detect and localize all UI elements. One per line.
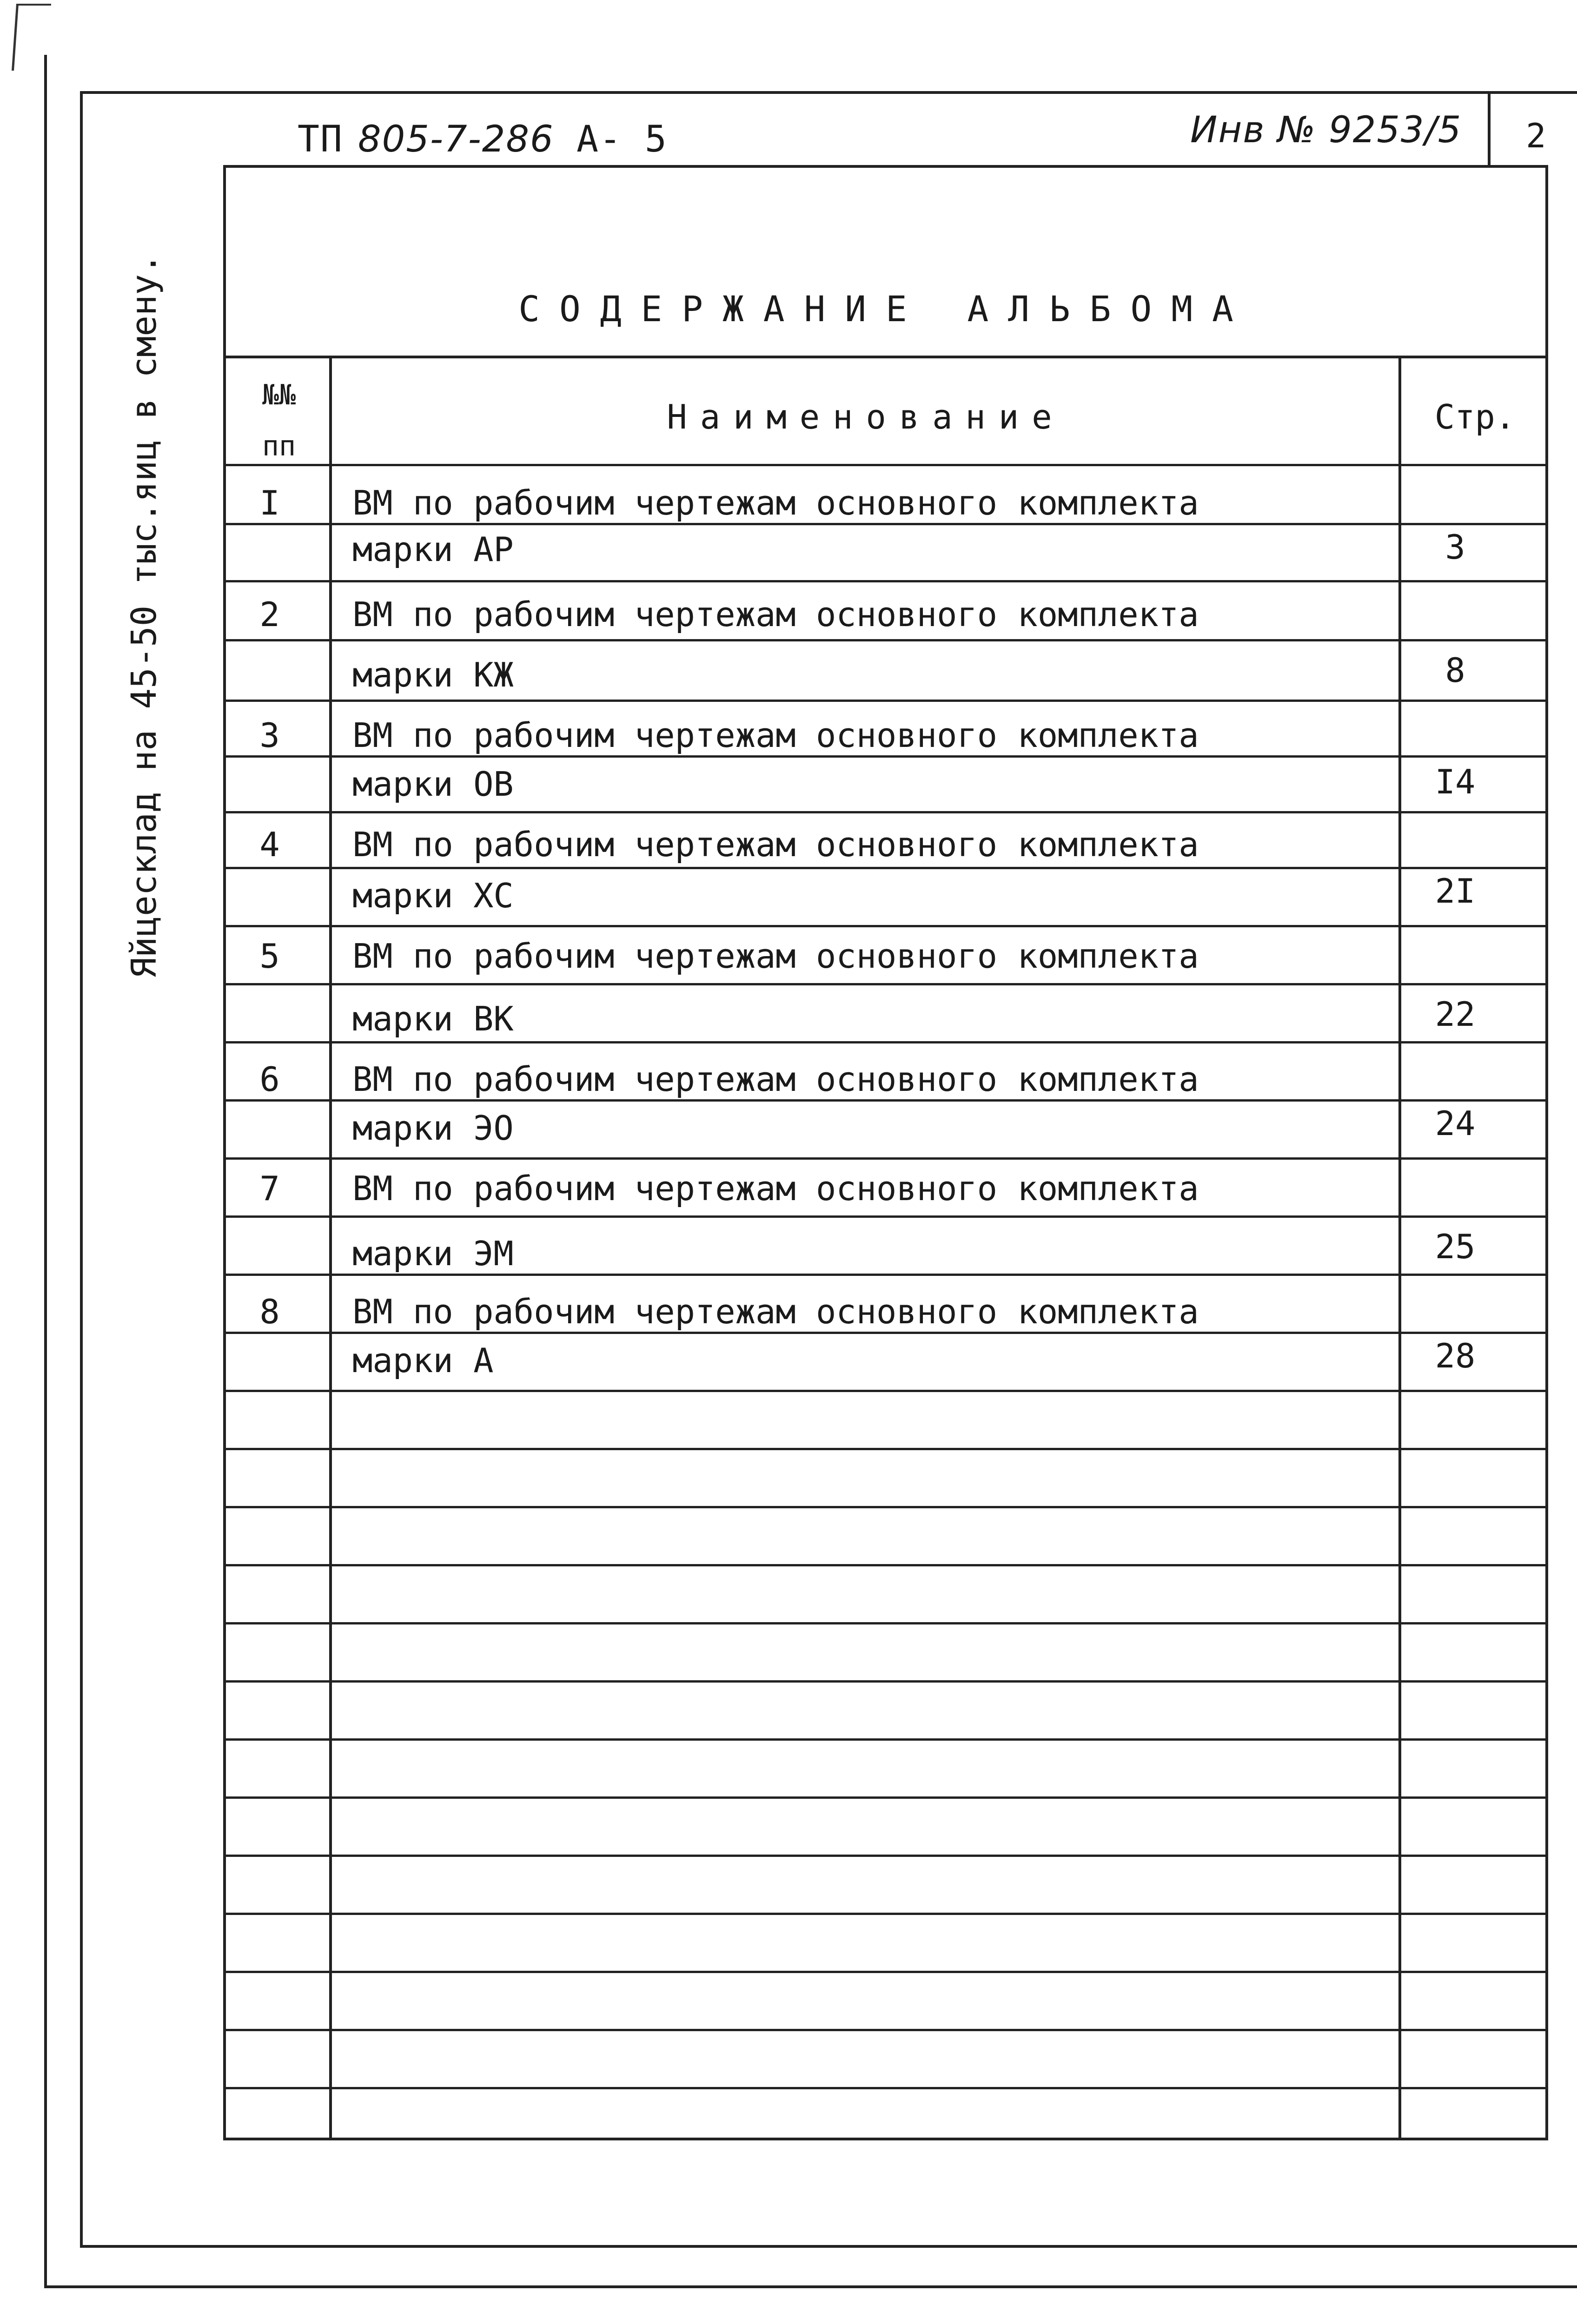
row-title-line2: марки КЖ <box>352 655 514 694</box>
album-number: А- 5 <box>576 119 668 160</box>
row-line <box>223 1506 1548 1508</box>
side-caption: Яйцесклад на 45-50 тыс.яиц в смену. <box>124 253 164 978</box>
row-title-line1: ВМ по рабочим чертежам основного комплекта <box>352 595 1199 634</box>
sheet-number: 2 <box>1526 116 1546 155</box>
row-page: 8 <box>1445 651 1465 690</box>
row-page: 24 <box>1435 1104 1476 1143</box>
row-line <box>223 1448 1548 1450</box>
row-page: 25 <box>1435 1227 1476 1266</box>
row-line <box>223 1041 1548 1043</box>
row-line <box>223 925 1548 927</box>
title-divider <box>223 356 1548 358</box>
row-line <box>223 639 1548 641</box>
row-line <box>223 1390 1548 1392</box>
row-page: 22 <box>1435 995 1476 1034</box>
row-number: 3 <box>259 716 280 755</box>
header-name: Наименование <box>667 397 1065 436</box>
row-line <box>223 2029 1548 2031</box>
row-line <box>223 1332 1548 1334</box>
row-number: 7 <box>259 1169 280 1208</box>
row-line <box>223 1215 1548 1218</box>
row-line <box>223 755 1548 758</box>
row-line <box>223 523 1548 525</box>
header-num-line2: пп <box>262 430 296 462</box>
row-title-line1: ВМ по рабочим чертежам основного комплекта <box>352 483 1199 522</box>
row-line <box>223 1157 1548 1160</box>
row-line <box>223 1680 1548 1683</box>
row-line <box>223 580 1548 582</box>
row-line <box>223 1971 1548 1973</box>
row-number: 6 <box>259 1060 280 1099</box>
row-title-line1: ВМ по рабочим чертежам основного комплекта <box>352 716 1199 755</box>
row-number: 2 <box>259 595 280 634</box>
header-row-line <box>223 464 1548 466</box>
row-line <box>223 1796 1548 1799</box>
page-title: СОДЕРЖАНИЕ АЛЬБОМА <box>518 288 1253 330</box>
header-num <box>232 370 325 472</box>
contents-table <box>223 165 1548 2140</box>
row-line <box>223 1855 1548 1857</box>
row-title-line2: марки ЭМ <box>352 1234 514 1273</box>
header-num-line1: №№ <box>262 379 296 411</box>
row-title-line2: марки АР <box>352 530 514 569</box>
document-code-prefix: ТП <box>298 119 343 160</box>
row-line <box>223 983 1548 985</box>
column-divider-page <box>1398 356 1401 2140</box>
row-line <box>223 1274 1548 1276</box>
row-number: I <box>259 483 280 522</box>
column-divider-num <box>329 356 332 2140</box>
row-page: I4 <box>1435 762 1476 801</box>
row-page: 28 <box>1435 1336 1476 1375</box>
row-line <box>223 1564 1548 1566</box>
row-line <box>223 2087 1548 2089</box>
row-number: 8 <box>259 1292 280 1331</box>
row-title-line1: ВМ по рабочим чертежам основного комплекта <box>352 1060 1199 1099</box>
row-line <box>223 700 1548 702</box>
row-number: 5 <box>259 937 280 976</box>
row-title-line1: ВМ по рабочим чертежам основного комплекта <box>352 1292 1199 1331</box>
row-title-line2: марки ОВ <box>352 765 514 804</box>
row-title-line2: марки ВК <box>352 999 514 1038</box>
row-title-line2: марки ХС <box>352 876 514 915</box>
row-line <box>223 867 1548 869</box>
row-page: 3 <box>1445 528 1465 567</box>
row-title-line2: марки А <box>352 1341 494 1380</box>
row-title-line1: ВМ по рабочим чертежам основного комплекта <box>352 1169 1199 1208</box>
row-number: 4 <box>259 825 280 864</box>
row-line <box>223 1099 1548 1102</box>
row-line <box>223 811 1548 813</box>
row-line <box>223 1622 1548 1624</box>
inventory-number: Инв № 9253/5 <box>1190 109 1462 151</box>
row-page: 2I <box>1435 872 1476 911</box>
row-title-line1: ВМ по рабочим чертежам основного комплекта <box>352 937 1199 976</box>
row-line <box>223 1913 1548 1915</box>
sheet-box-divider <box>1488 91 1491 168</box>
row-title-line1: ВМ по рабочим чертежам основного комплекта <box>352 825 1199 864</box>
header-page: Стр. <box>1434 397 1516 436</box>
row-title-line2: марки ЭО <box>352 1109 514 1148</box>
row-line <box>223 1738 1548 1741</box>
document-code: 805-7-286 <box>358 119 554 160</box>
